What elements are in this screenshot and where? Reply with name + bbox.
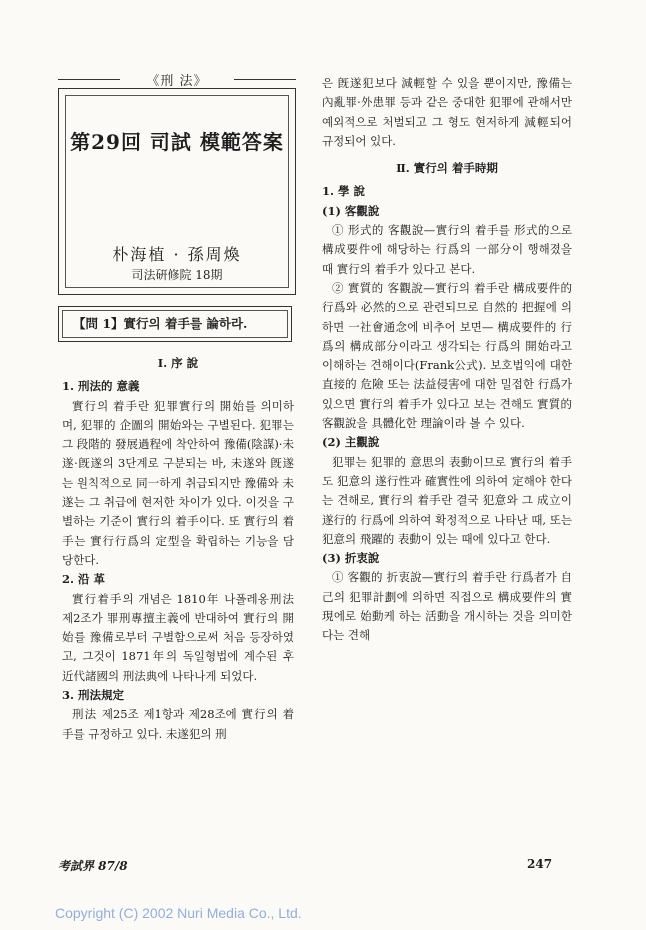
- section-label-text: 《刑 法》: [146, 74, 208, 89]
- subsection-heading: 1. 學 說: [322, 184, 366, 199]
- subsection-heading: 2. 沿 革: [62, 572, 106, 587]
- copyright-watermark: Copyright (C) 2002 Nuri Media Co., Ltd.: [55, 905, 302, 921]
- header-rule-right: [234, 79, 296, 80]
- question-text: 【問 1】實行의 着手를 論하라.: [62, 310, 288, 338]
- subsection-heading: (2) 主觀說: [322, 435, 380, 450]
- title-box-inner: [65, 95, 289, 288]
- right-column: [322, 74, 572, 646]
- header-rule-left: [58, 79, 120, 80]
- section-heading: Ⅱ. 實行의 着手時期: [396, 161, 498, 176]
- paragraph: ① 形式的 客觀說—實行의 着手를 形式的으로 構成要件에 해당하는 行爲의 一部分이 행해졌을 때 實行의 着手가 있다고 본다.: [322, 223, 572, 276]
- authors: 朴海植 · 孫周煥: [112, 245, 242, 264]
- subsection-heading: (1) 客觀說: [322, 203, 380, 218]
- paragraph: 實行의 着手란 犯罪實行의 開始를 의미하며, 犯罪的 企圖의 開始와는 구별된다. 犯罪는 그 段階的 發展過程에 착안하여 豫備(陰謀)·未遂·旣遂의 3단계로 구분되는 바, 未遂와 旣遂는 원칙적으로 同一하게 취급되지만 豫備와 未遂는 그 취급에 현저한 차이가 있다. 이것을 구별하는 기준이 實行의 着手이다. 또 實行의 着手는 實行行爲의 定型을 확립하는 기능을 담당한다.: [62, 398, 294, 567]
- affiliation: 司法硏修院 18期: [131, 268, 223, 282]
- paragraph: 犯罪는 犯罪的 意思의 表動이므로 實行의 着手도 犯意의 遂行性과 確實性에 의하여 定해야 한다는 견해로, 實行의 着手란 결국 犯意와 그 成立이 遂行的 行爲에 의하여 확정적으로 나타난 때, 또는 犯意의 飛躍的 表動이 있는 때에 있다고 한다.: [322, 454, 572, 546]
- paragraph: ① 客觀的 折衷說—實行의 着手란 行爲者가 自己의 犯罪計劃에 의하면 직접으로 構成要件의 實現에로 始動케 하는 活動을 개시하는 것을 의미한다는 견해: [322, 570, 572, 643]
- left-column: [62, 352, 294, 744]
- question-box: [58, 306, 292, 342]
- page-title: 第29回 司試 模範答案: [70, 130, 284, 154]
- paragraph: 刑法 제25조 제1항과 제28조에 實行의 着手를 규정하고 있다. 未遂犯의 刑: [62, 707, 294, 741]
- journal-name: 考試界 87/8: [58, 859, 128, 873]
- section-label: [58, 70, 296, 89]
- title-box: [58, 88, 296, 295]
- paragraph: 은 旣遂犯보다 減輕할 수 있을 뿐이지만, 豫備는 內亂罪·外患罪 등과 같은 중대한 犯罪에 관해서만 예외적으로 처벌되고 그 형도 현저하게 減輕되어 규정되어 있다.: [322, 76, 572, 148]
- subsection-heading: 1. 刑法的 意義: [62, 379, 140, 394]
- subsection-heading: 3. 刑法規定: [62, 688, 125, 703]
- page-number: 247: [527, 857, 553, 871]
- paragraph: ② 實質的 客觀說—實行의 着手란 構成要件的 行爲와 必然的으로 관련되므로 自然的 把握에 의하면 一社會通念에 비추어 보면— 構成要件的 行爲의 構成部分이라고 생각되는 行爲의 開始라고 이해하는 견해이다(Frank公式). 보호법익에 대한 直接的 危險 또는 法益侵害에 대한 밀접한 行爲가 있으면 實行의 着手가 있다고 보는 견해도 實質的 客觀說을 具體化한 理論이라 볼 수 있다.: [322, 280, 572, 431]
- section-heading: Ⅰ. 序 說: [157, 356, 199, 370]
- subsection-heading: (3) 折衷說: [322, 551, 380, 566]
- paragraph: 實行着手의 개념은 1810年 나폴레옹刑法 제2조가 罪刑專擅主義에 반대하여 實行의 開始를 豫備로부터 구별함으로써 처음 등장하였고, 그것이 1871年의 독일형법에 계수된 후 近代諸國의 刑法典에 나타나게 되었다.: [62, 591, 294, 683]
